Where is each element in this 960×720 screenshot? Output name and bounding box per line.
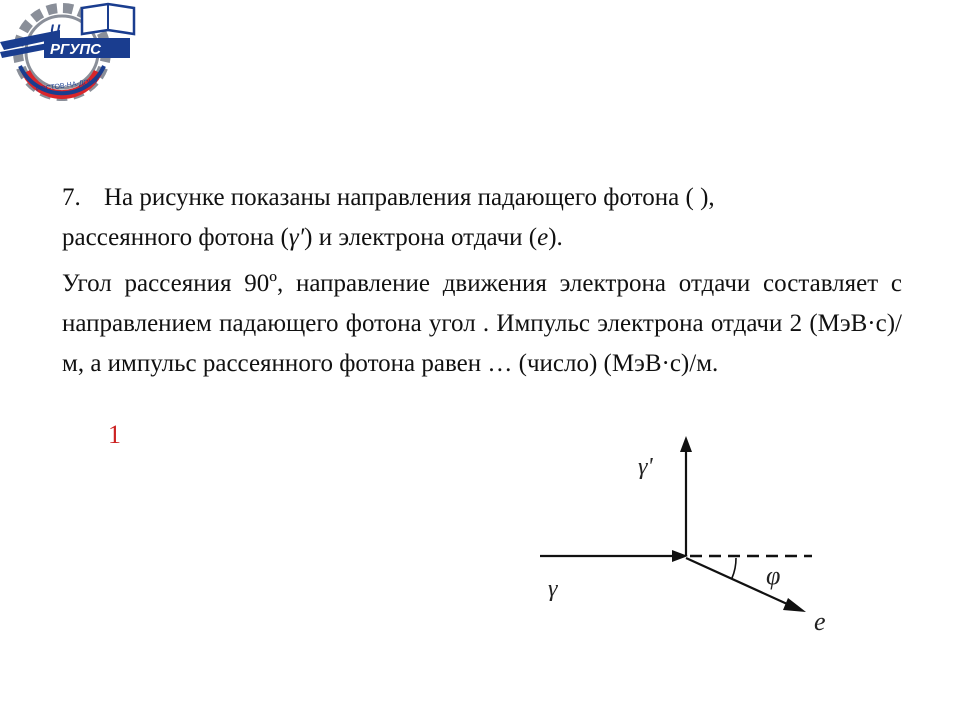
logo-city-text: РОСТОВ-НА-ДОНУ bbox=[35, 77, 99, 94]
scattering-diagram bbox=[530, 430, 850, 640]
answer-value: 1 bbox=[108, 420, 121, 449]
gamma-prime-symbol: γ′ bbox=[288, 224, 305, 251]
label-gamma-prime: γ' bbox=[638, 454, 653, 480]
scattered-photon-arrowhead bbox=[680, 436, 692, 452]
problem-text bbox=[62, 178, 902, 384]
label-phi: φ bbox=[766, 561, 781, 590]
logo-letter: U bbox=[50, 21, 61, 37]
university-logo bbox=[0, 0, 140, 110]
problem-line1: На рисунке показаны направления падающего фотона ( ), bbox=[104, 184, 715, 211]
label-e: e bbox=[814, 607, 826, 636]
problem-paragraph-2: Угол рассеяния 90º, направление движения электрона отдачи составляет с направлением падающего фотона угол . Импульс электрона отдачи 2 (МэВ·с)/м, а импульс рассеянного фотона равен … (число) (МэВ·с)/м. bbox=[62, 270, 902, 377]
problem-paragraph-1 bbox=[62, 178, 902, 258]
book-icon bbox=[82, 4, 134, 34]
problem-line2-c: ). bbox=[548, 224, 563, 251]
logo-brand-text: РГУПС bbox=[50, 41, 101, 58]
problem-line2-a: рассеянного фотона ( bbox=[62, 224, 289, 251]
problem-line2-b: ) и электрона отдачи ( bbox=[304, 224, 538, 251]
electron-symbol: e bbox=[537, 224, 549, 251]
angle-arc bbox=[732, 558, 736, 578]
problem-number: 7. bbox=[62, 184, 81, 211]
label-gamma: γ bbox=[548, 576, 558, 602]
electron-arrowhead bbox=[783, 598, 806, 612]
